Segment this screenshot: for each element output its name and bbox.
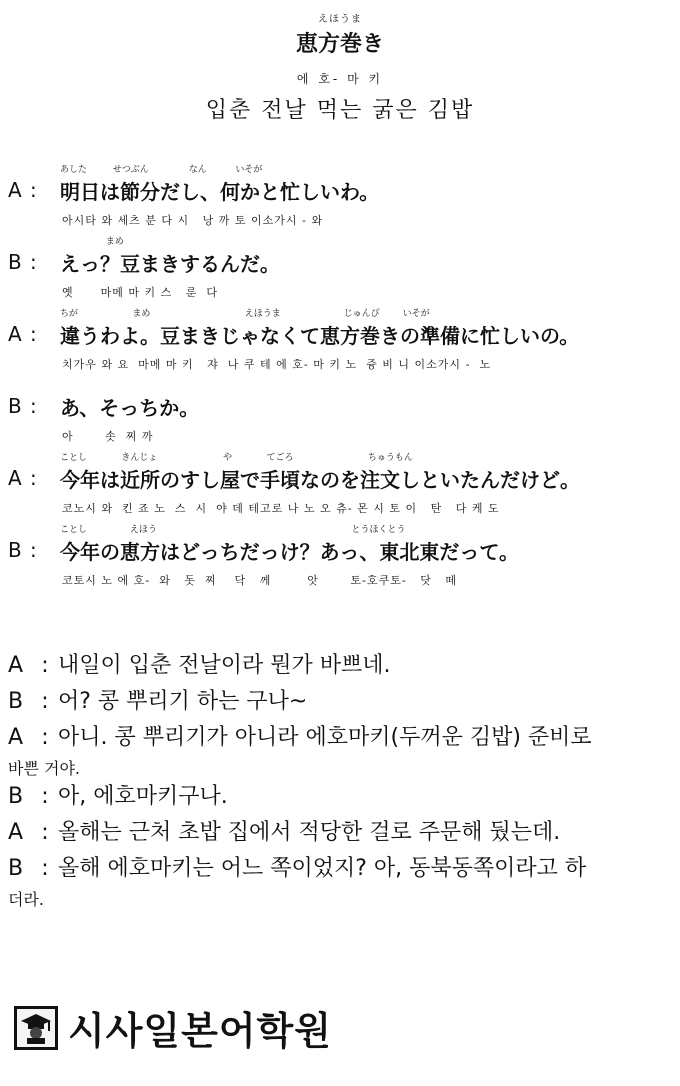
speaker-label: A xyxy=(8,178,22,202)
speaker-colon: : xyxy=(41,856,49,881)
speaker-label: A xyxy=(8,322,22,346)
translation-line xyxy=(8,648,673,684)
speaker-colon: : xyxy=(30,250,37,274)
dialogue-turn xyxy=(0,232,680,304)
furigana: まめ xyxy=(60,237,124,247)
dialogue-turn xyxy=(0,376,680,448)
title-korean: 입춘 전날 먹는 굵은 김밥 xyxy=(205,98,475,123)
translation-line xyxy=(8,684,673,720)
speaker-colon: : xyxy=(30,466,37,490)
furigana xyxy=(60,378,660,392)
korean-reading: 코토시 노 에 호- 와 돗 찌 닥 께 앗 토-호쿠토- 닷 떼 xyxy=(62,574,458,587)
speaker-label: A xyxy=(8,725,24,750)
speaker-colon: : xyxy=(30,322,37,346)
korean-reading: 치가우 와 요 마메 마 키 쟈 나 쿠 테 에 호- 마 키 노 즁 비 니 이소가시 - 노 xyxy=(62,358,492,371)
speaker-label: A xyxy=(8,653,24,678)
translation-continuation: 바쁜 거야. xyxy=(8,759,80,778)
logo-text: 시사일본어학원 xyxy=(68,1009,332,1053)
translation-line xyxy=(8,815,673,851)
furigana: あした せつぶん なん いそが xyxy=(60,165,263,175)
korean-reading: 아시타 와 세츠 분 다 시 낭 까 토 이소가시 - 와 xyxy=(62,214,324,227)
title-korean-reading: 에 호- 마 키 xyxy=(296,72,384,86)
korean-translation xyxy=(8,648,673,910)
translation-text: 내일이 입춘 전날이라 뭔가 바쁘네. xyxy=(58,653,391,678)
speaker-colon: : xyxy=(41,653,49,678)
speaker-label: B xyxy=(8,784,24,809)
japanese-line: 今年は近所のすし屋で手頃なのを注文しといたんだけど。 xyxy=(60,468,580,492)
speaker-colon: : xyxy=(41,689,49,714)
speaker-colon: : xyxy=(41,784,49,809)
translation-line xyxy=(8,851,673,887)
translation-line xyxy=(8,779,673,815)
translation-line xyxy=(8,720,673,756)
korean-reading: 옛 마메 마 키 스 룬 다 xyxy=(62,286,218,299)
japanese-line: えっ？豆まきするんだ。 xyxy=(60,252,280,276)
title-furigana: えほうま xyxy=(318,14,362,25)
title-block xyxy=(0,0,680,124)
japanese-line: 明日は節分だし、何かと忙しいわ。 xyxy=(60,180,380,204)
korean-reading: 코노시 와 킨 죠 노 스 시 야 데 테고로 나 노 오 츄- 몬 시 토 이 탄 다 케 도 xyxy=(62,502,500,515)
speaker-label: B xyxy=(8,538,22,562)
translation-text: 어? 콩 뿌리기 하는 구나~ xyxy=(58,689,308,714)
furigana: ことし きんじょ や てごろ ちゅうもん xyxy=(60,453,413,463)
speaker-colon: : xyxy=(41,820,49,845)
dialogue-turn xyxy=(0,520,680,592)
translation-text: 아니. 콩 뿌리기가 아니라 에호마키(두꺼운 김밥) 준비로 xyxy=(58,725,592,750)
speaker-label: B xyxy=(8,689,24,714)
graduate-icon xyxy=(14,1006,58,1050)
translation-text: 올해는 근처 초밥 집에서 적당한 걸로 주문해 뒀는데. xyxy=(58,820,561,845)
speaker-label: A xyxy=(8,466,22,490)
translation-text: 아, 에호마키구나. xyxy=(58,784,228,809)
speaker-colon: : xyxy=(30,394,37,418)
japanese-line: 今年の恵方はどっちだっけ？あっ、東北東だって。 xyxy=(60,540,519,564)
dialogue-turn xyxy=(0,448,680,520)
furigana: ことし えほう とうほくとう xyxy=(60,525,406,535)
furigana: ちが まめ えほうま じゅんび いそが xyxy=(60,309,430,319)
title-japanese: 恵方巻き xyxy=(295,32,384,57)
speaker-colon: : xyxy=(41,725,49,750)
speaker-label: B xyxy=(8,856,24,881)
japanese-dialogue xyxy=(0,160,680,592)
dialogue-turn xyxy=(0,160,680,232)
translation-continuation: 더라. xyxy=(8,890,44,909)
dialogue-turn xyxy=(0,304,680,376)
academy-logo xyxy=(14,1000,332,1055)
speaker-label: A xyxy=(8,820,24,845)
japanese-line: あ、そっちか。 xyxy=(60,396,200,420)
korean-reading: 아 솟 찌 까 xyxy=(62,430,154,443)
japanese-line: 違うわよ。豆まきじゃなくて恵方巻きの準備に忙しいの。 xyxy=(60,324,580,348)
speaker-label: B xyxy=(8,394,22,418)
speaker-colon: : xyxy=(30,538,37,562)
speaker-colon: : xyxy=(30,178,37,202)
translation-text: 올해 에호마키는 어느 쪽이었지? 아, 동북동쪽이라고 하 xyxy=(58,856,587,881)
speaker-label: B xyxy=(8,250,22,274)
